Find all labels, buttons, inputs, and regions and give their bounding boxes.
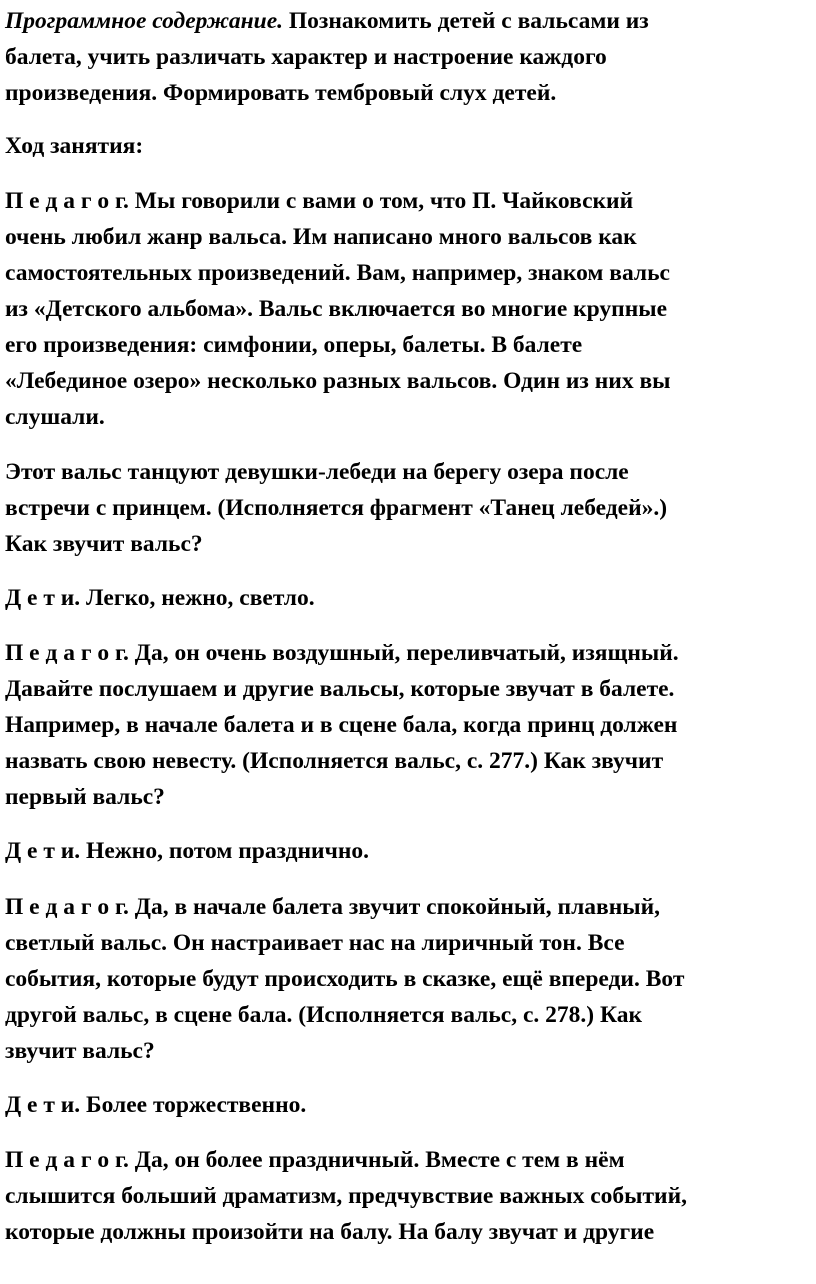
text-line: П е д а г о г. Да, он очень воздушный, переливчатый, изящный.	[5, 640, 679, 666]
paragraph-children-3	[5, 1087, 813, 1123]
text-line: назвать свою невесту. (Исполняется вальс, с. 277.) Как звучит	[5, 748, 664, 774]
text-line: слышится больший драматизм, предчувствие важных событий,	[5, 1183, 688, 1209]
program-content-text: Познакомить детей с вальсами из	[283, 8, 649, 34]
paragraph-teacher-3	[5, 889, 813, 1069]
text-line: слушали.	[5, 404, 105, 430]
text-line: Этот вальс танцуют девушки-лебеди на берегу озера после	[5, 459, 629, 485]
text-line: Д е т и. Нежно, потом празднично.	[5, 838, 370, 864]
text-line: другой вальс, в сцене бала. (Исполняется вальс, с. 278.) Как	[5, 1002, 642, 1028]
text-line: П е д а г о г. Да, он более праздничный. Вместе с тем в нём	[5, 1147, 625, 1173]
text-line: первый вальс?	[5, 784, 165, 810]
text-line: из «Детского альбома». Вальс включается во многие крупные	[5, 296, 668, 322]
text-line: которые должны произойти на балу. На балу звучат и другие	[5, 1219, 655, 1245]
section-heading: Ход занятия:	[5, 133, 144, 159]
text-line: П е д а г о г. Мы говорили с вами о том, что П. Чайковский	[5, 188, 634, 214]
paragraph-teacher-2	[5, 635, 813, 815]
text-line: очень любил жанр вальса. Им написано много вальсов как	[5, 224, 637, 250]
paragraph-teacher-1	[5, 183, 813, 435]
text-line: Например, в начале балета и в сцене бала, когда принц должен	[5, 712, 678, 738]
text-line: звучит вальс?	[5, 1038, 155, 1064]
paragraph-children-1	[5, 580, 813, 616]
text-line: встречи с принцем. (Исполняется фрагмент «Танец лебедей».)	[5, 495, 668, 521]
paragraph-program-content	[5, 3, 813, 111]
text-line: «Лебединое озеро» несколько разных вальсов. Один из них вы	[5, 368, 671, 394]
paragraph-children-2	[5, 833, 813, 869]
text-line: события, которые будут происходить в сказке, ещё впереди. Вот	[5, 966, 685, 992]
text-line: Как звучит вальс?	[5, 531, 203, 557]
text-line	[5, 3, 813, 39]
text-line: его произведения: симфонии, оперы, балеты. В балете	[5, 332, 583, 358]
text-line: Д е т и. Легко, нежно, светло.	[5, 585, 315, 611]
paragraph-teacher-4	[5, 1142, 813, 1250]
text-line: самостоятельных произведений. Вам, например, знаком вальс	[5, 260, 670, 286]
text-line: П е д а г о г. Да, в начале балета звучит спокойный, плавный,	[5, 894, 661, 920]
text-line: Давайте послушаем и другие вальсы, которые звучат в балете.	[5, 676, 675, 702]
paragraph-lesson-heading	[5, 128, 813, 164]
paragraph-swan-waltz	[5, 454, 813, 562]
text-line: балета, учить различать характер и настроение каждого	[5, 44, 607, 70]
text-line: светлый вальс. Он настраивает нас на лиричный тон. Все	[5, 930, 625, 956]
text-line: произведения. Формировать тембровый слух детей.	[5, 80, 557, 106]
program-content-label: Программное содержание.	[5, 8, 284, 34]
text-line: Д е т и. Более торжественно.	[5, 1092, 307, 1118]
